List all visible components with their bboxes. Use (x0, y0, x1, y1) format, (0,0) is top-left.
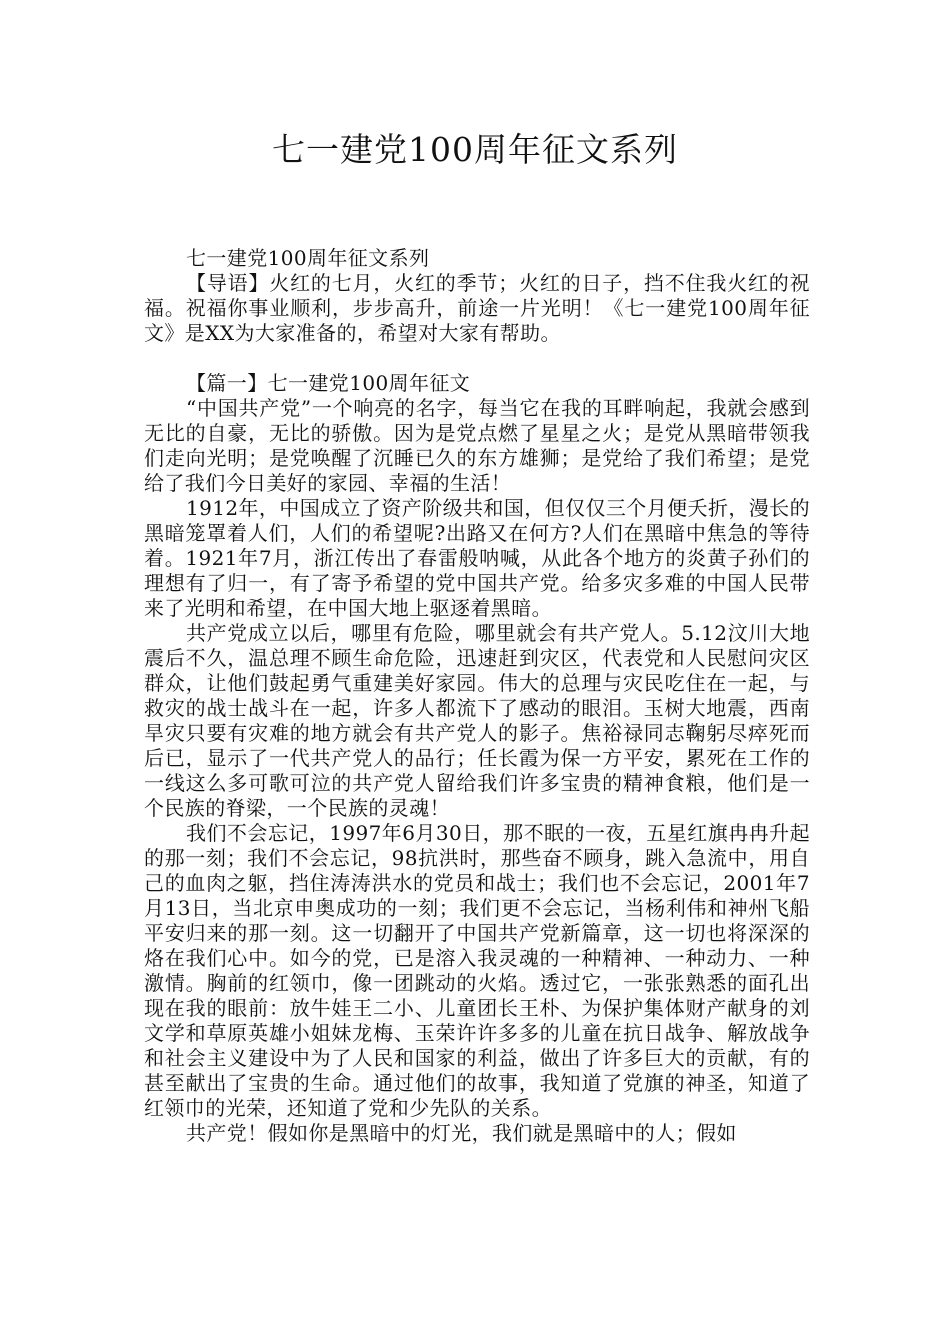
body-paragraph: “中国共产党”一个响亮的名字，每当它在我的耳畔响起，我就会感到无比的自豪，无比的骄傲。因为是党点燃了星星之火；是党从黑暗带领我们走向光明；是党唤醒了沉睡已久的东方雄狮；是党给了我们希望；是党给了我们今日美好的家园、幸福的生活！ (144, 396, 810, 495)
subtitle: 七一建党100周年征文系列 (186, 246, 430, 270)
document-title: 七一建党100周年征文系列 (272, 130, 678, 169)
document-body (144, 246, 810, 1146)
section-heading: 【篇一】七一建党100周年征文 (186, 371, 471, 395)
intro-paragraph: 【导语】火红的七月，火红的季节；火红的日子，挡不住我火红的祝福。祝福你事业顺利，步步高升，前途一片光明！《七一建党100周年征文》是XX为大家准备的，希望对大家有帮助。 (144, 271, 810, 345)
body-paragraph: 共产党！假如你是黑暗中的灯光，我们就是黑暗中的人；假如 (186, 1121, 737, 1145)
body-paragraph: 共产党成立以后，哪里有危险，哪里就会有共产党人。5.12汶川大地震后不久，温总理不顾生命危险，迅速赶到灾区，代表党和人民慰问灾区群众，让他们鼓起勇气重建美好家园。伟大的总理与灾民吃住在一起，与救灾的战士战斗在一起，许多人都流下了感动的眼泪。玉树大地震，西南旱灾只要有灾难的地方就会有共产党人的影子。焦裕禄同志鞠躬尽瘁死而后已，显示了一代共产党人的品行；任长霞为保一方平安，累死在工作的一线这么多可歌可泣的共产党人留给我们许多宝贵的精神食粮，他们是一个民族的脊梁，一个民族的灵魂！ (144, 621, 810, 820)
body-paragraph: 1912年，中国成立了资产阶级共和国，但仅仅三个月便夭折，漫长的黑暗笼罩着人们，人们的希望呢?出路又在何方?人们在黑暗中焦急的等待着。1921年7月，浙江传出了春雷般呐喊，从此各个地方的炎黄子孙们的理想有了归一，有了寄予希望的党中国共产党。给多灾多难的中国人民带来了光明和希望，在中国大地上驱逐着黑暗。 (144, 496, 810, 620)
body-paragraph: 我们不会忘记，1997年6月30日，那不眠的一夜，五星红旗冉冉升起的那一刻；我们不会忘记，98抗洪时，那些奋不顾身，跳入急流中，用自己的血肉之躯，挡住涛涛洪水的党员和战士；我们也不会忘记，2001年7月13日，当北京申奥成功的一刻；我们更不会忘记，当杨利伟和神州飞船平安归来的那一刻。这一切翻开了中国共产党新篇章，这一切也将深深的烙在我们心中。如今的党，已是溶入我灵魂的一种精神、一种动力、一种激情。胸前的红领巾，像一团跳动的火焰。透过它，一张张熟悉的面孔出现在我的眼前：放牛娃王二小、儿童团长王朴、为保护集体财产献身的刘文学和草原英雄小姐妹龙梅、玉荣许许多多的儿童在抗日战争、解放战争和社会主义建设中为了人民和国家的利益，做出了许多巨大的贡献，有的甚至献出了宝贵的生命。通过他们的故事，我知道了党旗的神圣，知道了红领巾的光荣，还知道了党和少先队的关系。 (144, 821, 810, 1120)
